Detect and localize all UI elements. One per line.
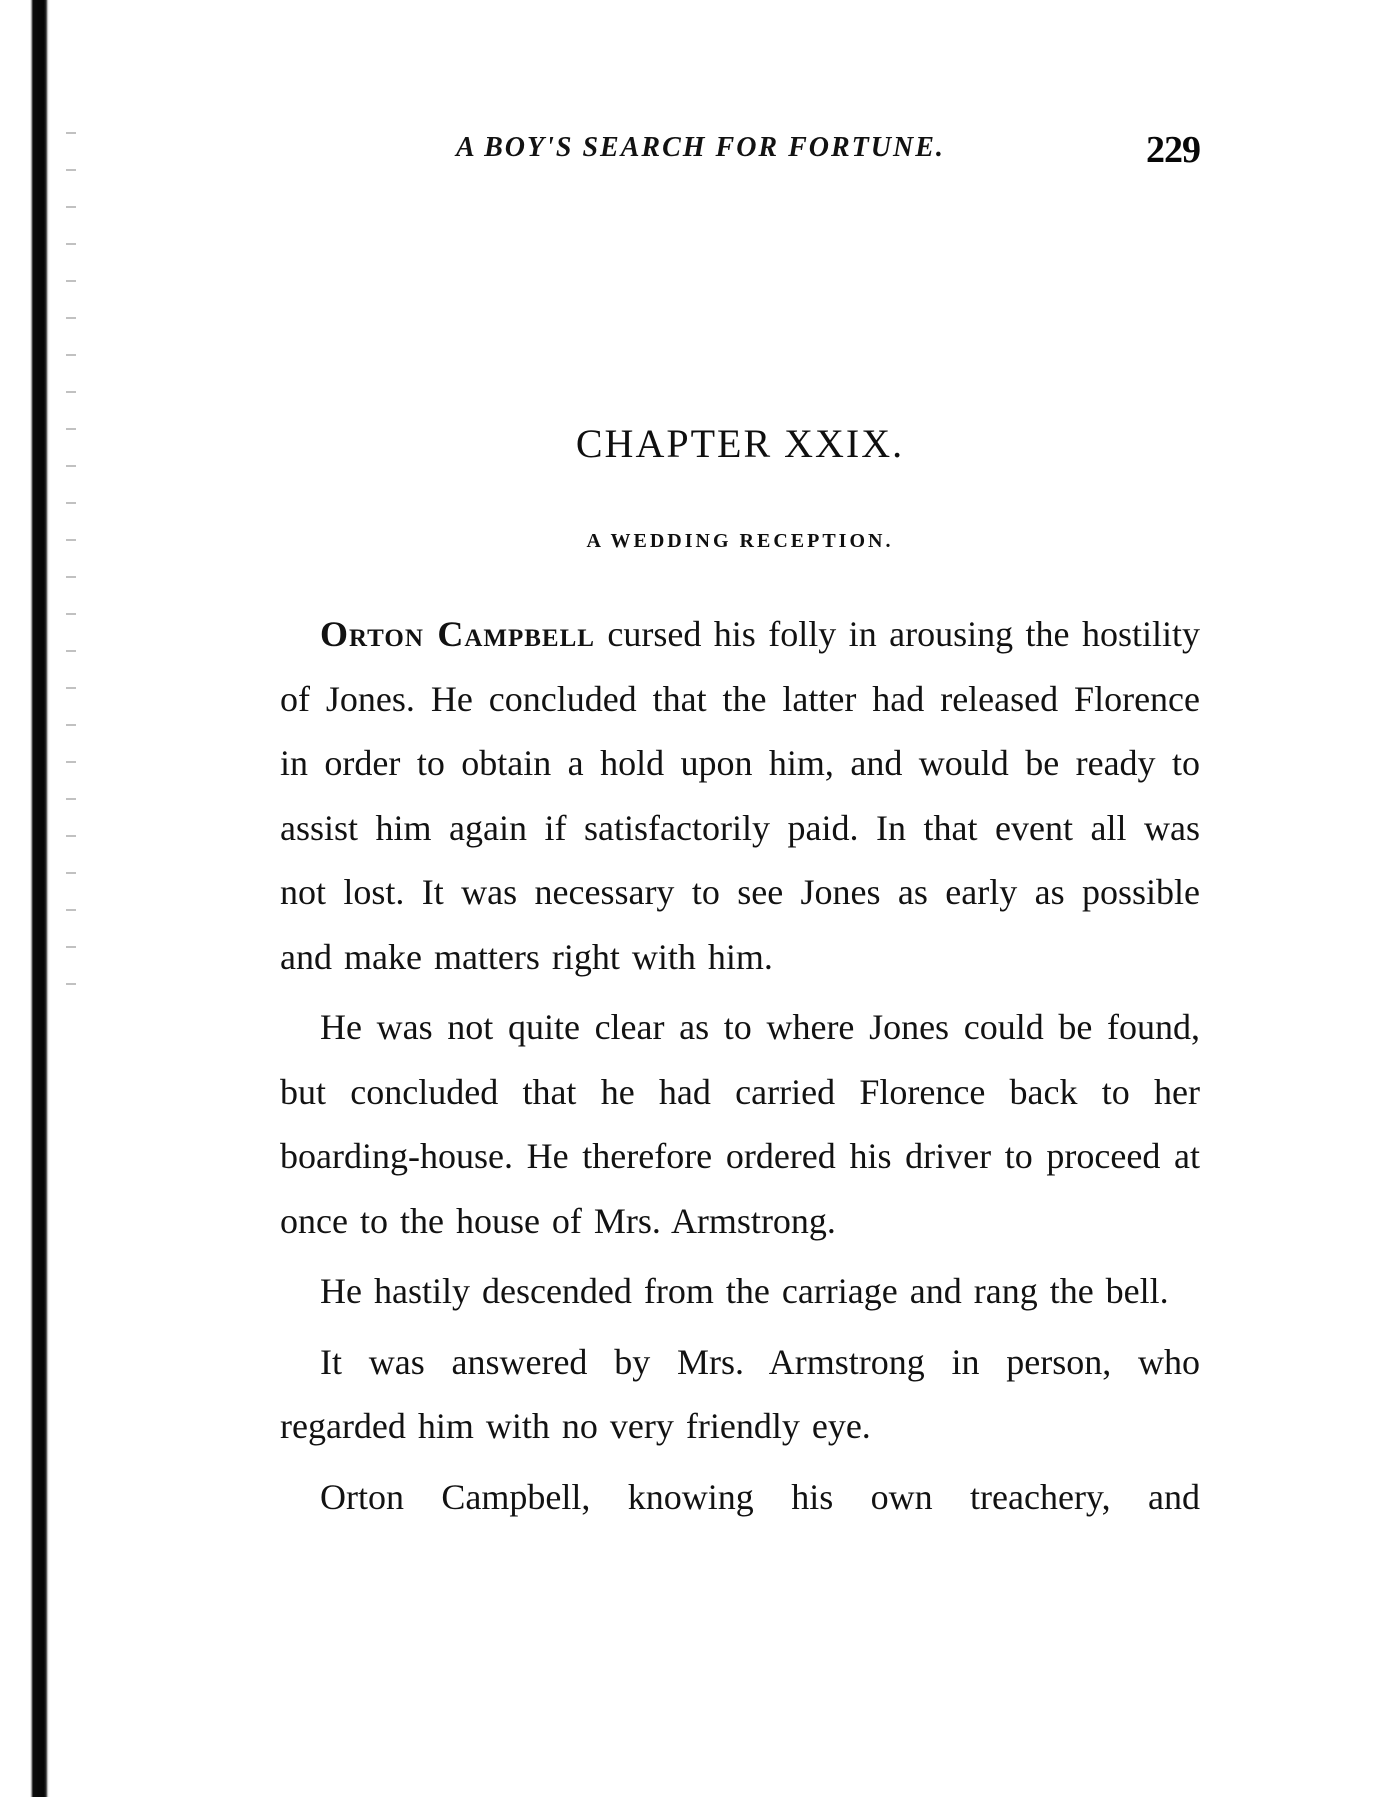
running-header-title: A BOY'S SEARCH FOR FORTUNE. xyxy=(456,132,945,163)
paragraph-4 xyxy=(280,1330,1200,1459)
paragraph-5-text: Orton Campbell, knowing his own treachery, and xyxy=(320,1476,1200,1517)
page-number: 229 xyxy=(1146,129,1200,171)
paragraph-1-text: cursed his folly in arousing the hostility of Jones. He concluded that the latter had released Florence in order to obtain a hold upon him, and would be ready to assist him again if satisfactorily paid. In that event all was not lost. It was necessary to see Jones as early as possible and make matters right with him. xyxy=(280,614,1200,977)
chapter-subtitle: A WEDDING RECEPTION. xyxy=(586,530,894,552)
paragraph-2 xyxy=(280,995,1200,1253)
paragraph-3 xyxy=(280,1259,1200,1324)
binding-specks xyxy=(66,120,76,1020)
paragraph-4-text: It was answered by Mrs. Armstrong in person, who regarded him with no very friendly eye. xyxy=(280,1341,1200,1446)
paragraph-5 xyxy=(280,1465,1200,1530)
book-binding-edge xyxy=(0,0,60,1797)
body-text xyxy=(280,602,1200,1535)
chapter-title: CHAPTER XXIX. xyxy=(575,421,905,466)
paragraph-2-text: He was not quite clear as to where Jones could be found, but concluded that he had carried Florence back to her boarding-house. He therefore ordered his driver to proceed at once to the house of Mrs. Armstrong. xyxy=(280,1007,1200,1241)
paragraph-1 xyxy=(280,602,1200,989)
paragraph-lead-name: Orton Campbell xyxy=(320,614,595,654)
paragraph-3-text: He hastily descended from the carriage and rang the bell. xyxy=(320,1271,1169,1311)
running-header xyxy=(280,122,1200,182)
